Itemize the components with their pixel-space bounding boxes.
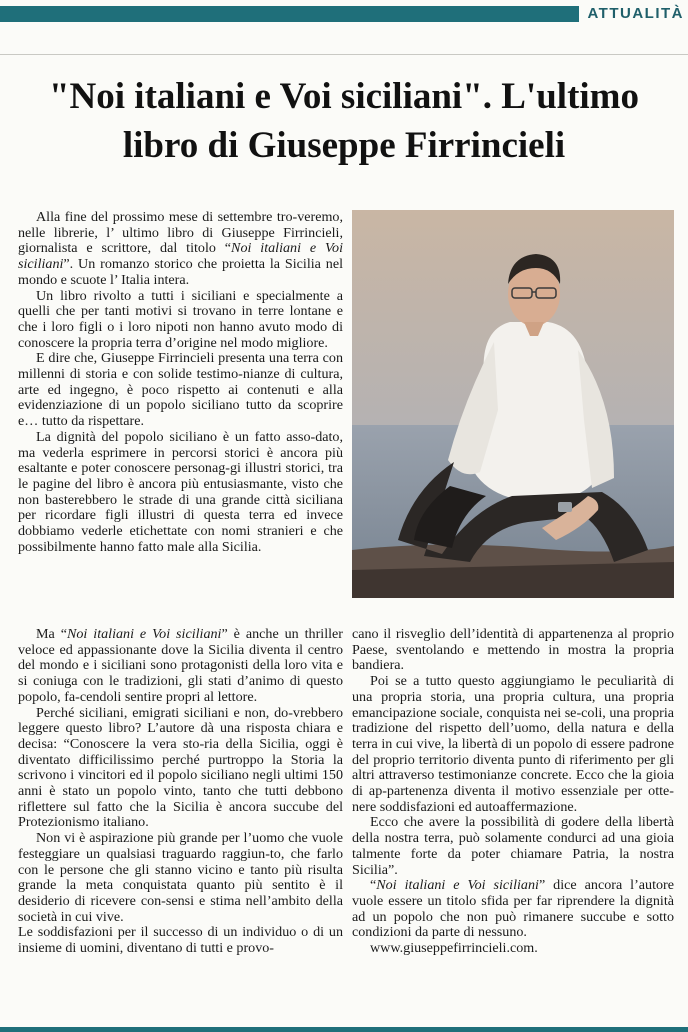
column-left-bottom [18, 627, 343, 957]
paragraph: La dignità del popolo siciliano è un fatto asso-dato, ma vederla esprimere in percorsi storici è ancora più esaltante e poter conoscere personag-gi illustri storici, tra le pagine del libro è ancora più entusiasmante, visto che non basterebbero le strade di una grande città siciliana per ricordare figli illustri di questa terra ed invece dobbiamo vederle etichettate con nomi stranieri e che possibilmente hanno fatto male alla Sicilia. [18, 428, 343, 555]
author-photo [352, 210, 674, 598]
title-line-2: libro di Giuseppe Firrincieli [122, 125, 566, 166]
paragraph: Un libro rivolto a tutti i siciliani e specialmente a quelli che per tanti motivi si trovano in terre lontane e che i loro figli o i loro nipoti non hanno avuto modo di conoscere la propria terra d’origine nel modo migliore. [18, 287, 343, 351]
paragraph: Le soddisfazioni per il successo di un individuo o di un insieme di uomini, diventano di tutti e provo- [18, 924, 343, 957]
bottom-rule [0, 1027, 688, 1032]
column-left-top [18, 210, 343, 555]
website-link[interactable]: www.giuseppefirrincieli.com. [370, 940, 538, 957]
paragraph: Non vi è aspirazione più grande per l’uomo che vuole festeggiare un qualsiasi traguardo raggiun-to, che farlo con le persone che gli stanno vicino e tanto più risulta grande la meta conquistata quanto più sentito è il desiderio di ricevere con-sensi e stima nell’ambito della società in cui vive. [18, 830, 343, 925]
section-label: ATTUALITÀ [579, 4, 688, 24]
top-rule [0, 54, 688, 55]
paragraph: Poi se a tutto questo aggiungiamo le peculiarità di una propria storia, una propria cultura, una propria emancipazione sociale, conquista nei se-coli, una propria tradizione del rispetto dell’uomo, della natura e della terra in cui vive, la libertà di un popolo di essere padrone del proprio territorio diventa punto di riferimento per gli altri attraverso testimonianze concrete. Ecco che la gioia di ap-partenenza diventa il motivo essenziale per otte-nere soddisfazioni ed autoaffermazione. [352, 673, 674, 815]
paragraph: “Noi italiani e Voi siciliani” dice ancora l’autore vuole essere un titolo sfida per far riprendere la dignità ad un popolo che non può rimanere succube e sotto condizioni da parte di nessuno. [352, 877, 674, 941]
paragraph: Alla fine del prossimo mese di settembre tro-veremo, nelle librerie, l’ ultimo libro di Giuseppe Firrincieli, giornalista e scrittore, dal titolo “Noi italiani e Voi siciliani”. Un romanzo storico che proietta la Sicilia nel mondo e scuote l’ Italia intera. [18, 209, 344, 288]
title-line-1: "Noi italiani e Voi siciliani". L'ultimo [49, 76, 639, 117]
paragraph: Ecco che avere la possibilità di godere della libertà della nostra terra, può solamente condurci ad una gioia talmente forte da poter chiamare Patria, la nostra Sicilia”. [352, 814, 674, 878]
paragraph: E dire che, Giuseppe Firrincieli presenta una terra con millenni di storia e con solide testimo-nianze di cultura, arte ed ingegno, è poco rispetto ai contenuti e alla evidenziazione di un popolo siciliano tutto da scoprire e… tutto da rispettare. [18, 350, 343, 430]
paragraph: cano il risveglio dell’identità di appartenenza al proprio Paese, sventolando e mettendo in mostra la propria bandiera. [352, 626, 674, 674]
column-right [352, 627, 674, 957]
paragraph: Ma “Noi italiani e Voi siciliani” è anche un thriller veloce ed appassionante dove la Sicilia diventa il centro del mondo e i siciliani sono protagonisti della loro vita e si coniuga con le tradizioni, gli stati d’animo di questo popolo, fa-cendoli sentire propri al lettore. [18, 626, 343, 705]
article-title [14, 72, 674, 170]
paragraph: Perché siciliani, emigrati siciliani e non, do-vrebbero leggere questo libro? L’autore dà una risposta chiara e decisa: “Conoscere la vera sto-ria della Sicilia, oggi è diventato difficilissimo perché purtroppo la Storia la scrivono i vincitori ed il popolo siciliano negli ultimi 150 anni è stato un popolo vinto, tanto che tutti debbono riflettere sul fatto che la Sicilia è ancora succube del Protezionismo italiano. [18, 704, 343, 831]
